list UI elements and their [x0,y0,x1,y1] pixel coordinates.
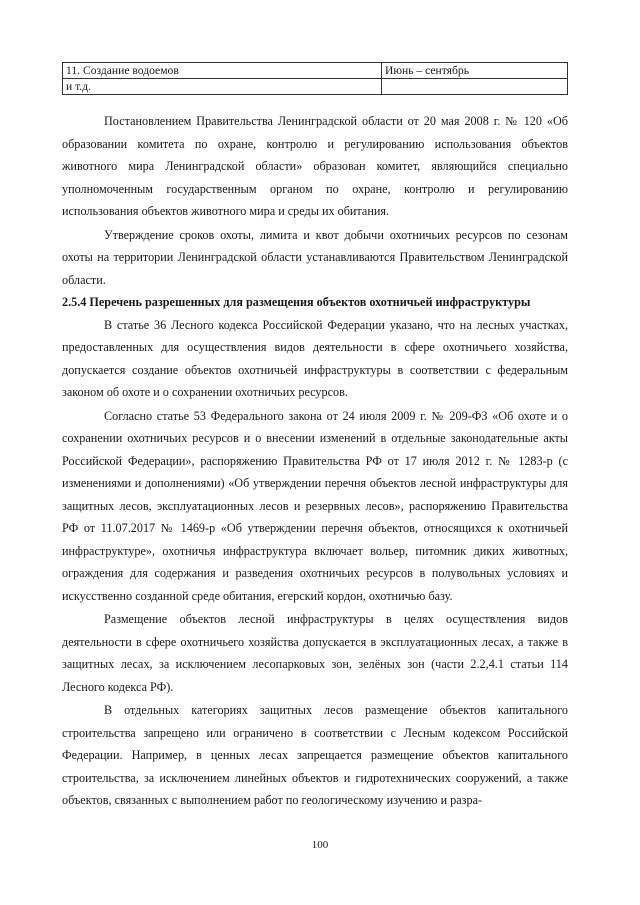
table-row [63,79,568,95]
table-cell [382,79,568,95]
section-heading: 2.5.4 Перечень разрешенных для размещения объектов охотничьей инфраструктуры [62,295,531,309]
table-cell: Июнь – сентябрь [382,63,568,79]
paragraph: Размещение объектов лесной инфраструктуры в целях осуществления видов деятельности в сфере охотничьего хозяйства допускается в эксплуатационных лесах, а также в защитных лесах, за исключением лесопарковых зон, зелёных зон (части 2.2,4.1 статьи 114 Лесного кодекса РФ). [62,612,568,694]
continued-table [62,62,568,95]
table-cell: и т.д. [63,79,382,95]
table-cell: 11. Создание водоемов [63,63,382,79]
document-body [62,110,568,812]
paragraph: В статье 36 Лесного кодекса Российской Федерации указано, что на лесных участках, предоставленных для осуществления видов деятельности в сфере охотничьего хозяйства, допускается создание объектов охотничьей инфраструктуры в соответствии с федеральным законом об охоте и о сохранении охотничьих ресурсов. [62,317,568,399]
paragraph: Согласно статье 53 Федерального закона от 24 июля 2009 г. № 209-ФЗ «Об охоте и о сохранении охотничьих ресурсов и о внесении изменений в отдельные законодательные акты Российской Федерации», распоряжению Правительства РФ от 17 июля 2012 г. № 1283-р (с изменениями и дополнениями) «Об утверждении перечня объектов лесной инфраструктуры для защитных лесов, эксплуатационных лесов и резервных лесов», распоряжению Правительства РФ от 11.07.2017 № 1469-р «Об утверждении перечня объектов, относящихся к охотничьей инфраструктуре», охотничья инфраструктура включает вольер, питомник диких животных, ограждения для содержания и разведения охотничьих ресурсов в полувольных условиях и искусственно созданной среде обитания, егерский кордон, охотничью базу. [62,408,568,603]
paragraph: В отдельных категориях защитных лесов размещение объектов капитального строительства запрещено или ограничено в соответствии с Лесным кодексом Российской Федерации. Например, в ценных лесах запрещается размещение объектов капитального строительства, за исключением линейных объектов и гидротехнических сооружений, а также объектов, связанных с выполнением работ по геологическому изучению и разра- [62,703,568,807]
page-number: 100 [311,839,329,851]
table-row [63,63,568,79]
document-page [62,62,568,812]
paragraph: Утверждение сроков охоты, лимита и квот добычи охотничьих ресурсов по сезонам охоты на территории Ленинградской области устанавливаются Правительством Ленинградской области. [62,227,568,287]
paragraph: Постановлением Правительства Ленинградской области от 20 мая 2008 г. № 120 «Об образовании комитета по охране, контролю и регулированию использования объектов животного мира Ленинградской области» образован комитет, являющийся специально уполномоченным государственным органом по охране, контролю и регулированию использования объектов животного мира и среды их обитания. [62,114,568,218]
